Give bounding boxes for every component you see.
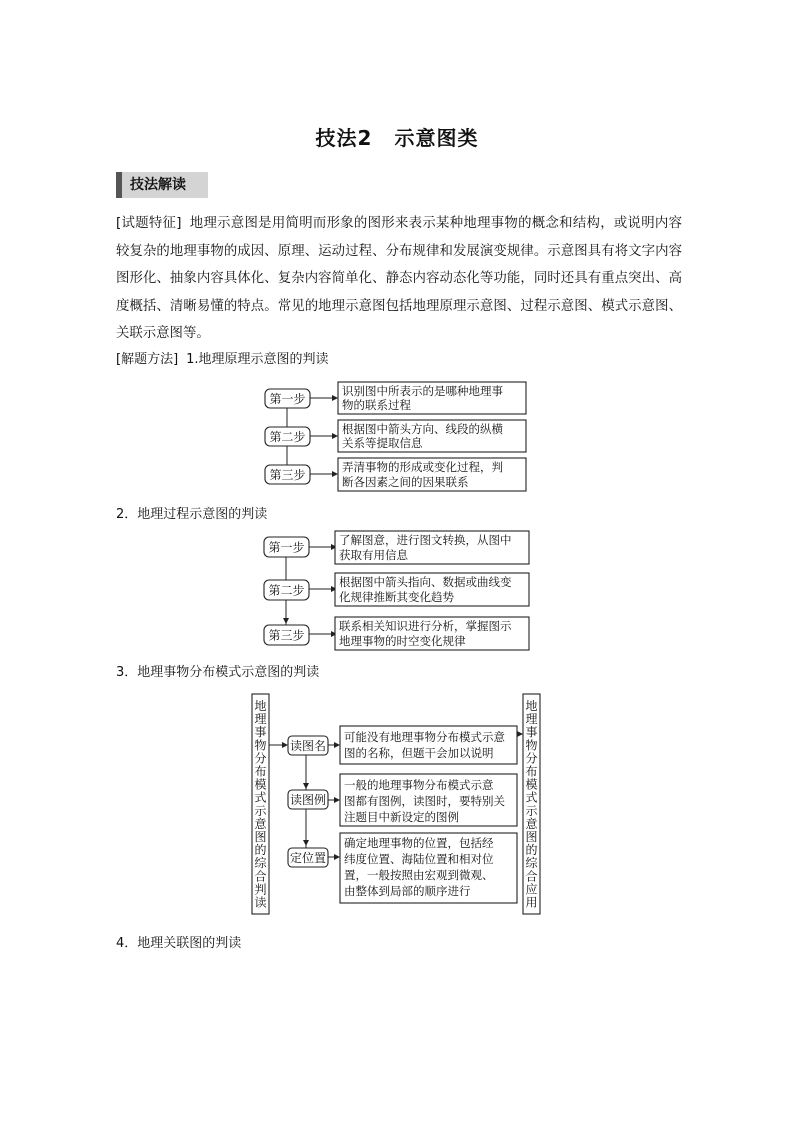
principle-desc-1-line-1: 识别图中所表示的是哪种地理事 — [342, 384, 503, 398]
distribution-desc-3-line-3: 置，一般按照由宏观到微观、 — [344, 868, 494, 882]
intro-paragraph — [116, 210, 682, 348]
diagram-process — [261, 530, 533, 654]
method-line — [116, 348, 329, 367]
process-step-1: 第一步 — [268, 540, 305, 555]
title-sub: 示意图类 — [394, 126, 479, 150]
distribution-desc-3-line-4: 由整体到局部的顺序进行 — [344, 884, 471, 898]
principle-desc-1-line-2: 物的联系过程 — [342, 398, 411, 412]
section-heading: 技法解读 — [116, 172, 208, 198]
item3-title: 3．地理事物分布模式示意图的判读 — [116, 665, 320, 680]
principle-step-3: 第三步 — [269, 468, 306, 482]
item2-title: 2．地理过程示意图的判读 — [116, 507, 268, 522]
process-desc-2-line-1: 根据图中箭头指向、数据或曲线变 — [339, 575, 512, 589]
distribution-step-3: 定位置 — [289, 851, 327, 865]
process-desc-1-line-1: 了解图意，进行图文转换，从图中 — [339, 533, 512, 547]
process-desc-3-line-2: 地理事物的时空变化规律 — [339, 634, 466, 648]
process-step-2: 第二步 — [268, 583, 305, 598]
intro-label: [试题特征] — [116, 216, 182, 231]
process-step-3: 第三步 — [268, 628, 305, 643]
principle-step-1: 第一步 — [269, 392, 306, 406]
process-desc-2-line-2: 化规律推断其变化趋势 — [339, 590, 454, 604]
title-main: 技法2 — [315, 126, 373, 150]
right-vertical-label: 地理事物分布模式示意图的综合应用 — [525, 699, 538, 910]
item1-title: 1.地理原理示意图的判读 — [186, 352, 329, 367]
principle-desc-2-line-1: 根据图中箭头方向、线段的纵横 — [342, 422, 503, 436]
intro-text: 地理示意图是用简明而形象的图形来表示某种地理事物的概念和结构，或说明内容较复杂的地理事物的成因、原理、运动过程、分布规律和发展演变规律。示意图具有将文字内容图形化、抽象内容具体化、复杂内容简单化、静态内容动态化等功能，同时还具有重点突出、高度概括、清晰易懂的特点。常见的地理示意图包括地理原理示意图、过程示意图、模式示意图、关联示意图等。 — [116, 216, 682, 341]
principle-desc-3-line-1: 弄清事物的形成或变化过程，判 — [342, 460, 503, 474]
item4-title: 4．地理关联图的判读 — [116, 936, 242, 951]
distribution-desc-3-line-2: 纬度位置、海陆位置和相对位 — [344, 852, 494, 866]
distribution-desc-2-line-1: 一般的地理事物分布模式示意 — [344, 778, 494, 792]
distribution-step-1: 读图名 — [289, 739, 327, 753]
left-vertical-label: 地理事物分布模式示意图的综合判读 — [254, 699, 267, 910]
diagram-distribution-model — [248, 690, 544, 920]
distribution-desc-2-line-2: 图都有图例，读图时，要特别关 — [344, 794, 505, 808]
diagram-principle — [262, 380, 530, 496]
method-label: [解题方法] — [116, 352, 179, 367]
distribution-desc-3-line-1: 确定地理事物的位置，包括经 — [344, 836, 494, 850]
distribution-step-2: 读图例 — [289, 793, 327, 807]
process-desc-3-line-1: 联系相关知识进行分析，掌握图示 — [339, 619, 512, 633]
process-desc-1-line-2: 获取有用信息 — [339, 548, 408, 562]
distribution-desc-1-line-2: 图的名称，但题干会加以说明 — [344, 746, 494, 760]
distribution-desc-2-line-3: 注题目中新设定的图例 — [344, 810, 459, 824]
page-title — [0, 122, 794, 151]
principle-desc-2-line-2: 关系等提取信息 — [342, 436, 423, 450]
principle-step-2: 第二步 — [269, 430, 306, 444]
distribution-desc-1-line-1: 可能没有地理事物分布模式示意 — [344, 730, 505, 744]
principle-desc-3-line-2: 断各因素之间的因果联系 — [342, 475, 469, 489]
